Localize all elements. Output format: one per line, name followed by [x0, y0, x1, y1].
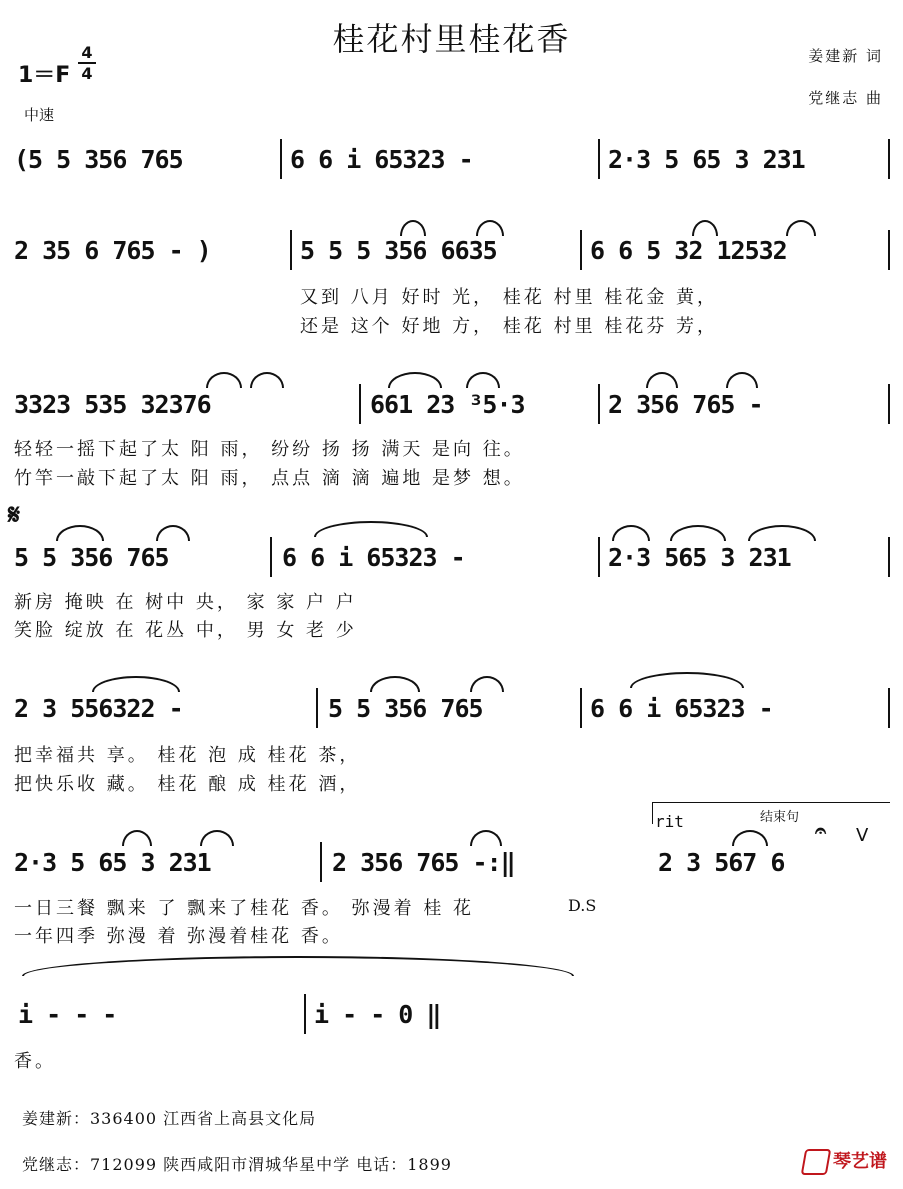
footer-contact-lyricist: 姜建新：336400 江西省上高县文化局 [22, 1109, 317, 1128]
lyric-verse-2: 笑脸 绽放 在 花丛 中， 男 女 老 少 [14, 620, 357, 641]
measure-notes: 2·3 5 65 3 231 [608, 145, 805, 174]
measure-notes: 2 35 6 765 - ) [14, 236, 211, 265]
measure-notes: 661 23 ³5·3 [370, 390, 525, 419]
lyric-verse-1: 轻轻一摇下起了太 阳 雨， 纷纷 扬 扬 满天 是向 往。 [14, 439, 525, 460]
lyric-verse-1: 把幸福共 享。 桂花 泡 成 桂花 茶， [14, 745, 361, 766]
measure-notes: i - - 0 ‖ [314, 1000, 441, 1029]
lyric-verse-1: 又到 八月 好时 光， 桂花 村里 桂花金 黄， [300, 287, 719, 308]
page-title: 桂花村里桂花香 [332, 20, 571, 58]
score-row-3 [14, 390, 895, 430]
measure-notes: (5 5 356 765 [14, 145, 183, 174]
measure-notes: 2 3 567 6 [658, 848, 785, 877]
breath-mark: V [856, 825, 869, 846]
measure-notes: 2·3 565 3 231 [608, 543, 791, 572]
segno-sign: 𝄋 [8, 498, 21, 531]
ds-marking: D.S [568, 896, 597, 915]
lyric-verse-1: 一日三餐 飘来 了 飘来了桂花 香。 弥漫着 桂 花 [14, 898, 475, 919]
time-signature [78, 44, 96, 82]
score-row-7 [14, 1000, 895, 1040]
lyric-verse-2: 把快乐收 藏。 桂花 酿 成 桂花 酒， [14, 774, 361, 795]
measure-notes: i - - - [18, 1000, 117, 1029]
fermata-mark: 𝄐 [815, 818, 827, 842]
lyric-verse-1: 香。 [14, 1051, 56, 1072]
rit-marking: rit [655, 812, 684, 831]
score-row-6 [14, 848, 895, 888]
footer-contact-composer: 党继志：712099 陕西咸阳市渭城华星中学 电话：1899 [22, 1155, 452, 1174]
lyric-verse-2: 一年四季 弥漫 着 弥漫着桂花 香。 [14, 926, 343, 947]
tempo-marking: 中速 [24, 106, 55, 124]
logo-icon [801, 1149, 832, 1175]
measure-notes: 6 6 i 65323 - [590, 694, 773, 723]
score-row-5 [14, 694, 895, 734]
key-signature: 1＝F [18, 63, 71, 88]
composer-credit: 党继志 曲 [808, 89, 883, 107]
measure-notes: 2·3 5 65 3 231 [14, 848, 211, 877]
lyric-verse-2: 竹竿一敲下起了太 阳 雨， 点点 滴 滴 遍地 是梦 想。 [14, 468, 525, 489]
score-row-1 [14, 145, 895, 185]
measure-notes: 5 5 5 356 6635 [300, 236, 497, 265]
measure-notes: 5 5 356 765 [14, 543, 169, 572]
measure-notes: 6 6 i 65323 - [282, 543, 465, 572]
score-row-2 [14, 236, 895, 276]
time-signature-bottom: 4 [81, 64, 93, 83]
measure-notes: 6 6 5 32 12532 [590, 236, 787, 265]
time-signature-top: 4 [81, 43, 93, 62]
lyricist-credit: 姜建新 词 [808, 47, 883, 65]
measure-notes: 6 6 i 65323 - [290, 145, 473, 174]
score-row-4 [14, 543, 895, 583]
site-logo [803, 1147, 887, 1175]
measure-notes: 2 356 765 -:‖ [332, 848, 515, 877]
measure-notes: 5 5 356 765 [328, 694, 483, 723]
ending-label: 结束句 [760, 810, 800, 825]
lyric-verse-2: 还是 这个 好地 方， 桂花 村里 桂花芬 芳， [300, 316, 719, 337]
logo-text: 琴艺谱 [833, 1151, 887, 1172]
lyric-verse-1: 新房 掩映 在 树中 央， 家 家 户 户 [14, 592, 357, 613]
measure-notes: 2 356 765 - [608, 390, 763, 419]
measure-notes: 2 3 556322 - [14, 694, 183, 723]
measure-notes: 3323 535 32376 [14, 390, 211, 419]
